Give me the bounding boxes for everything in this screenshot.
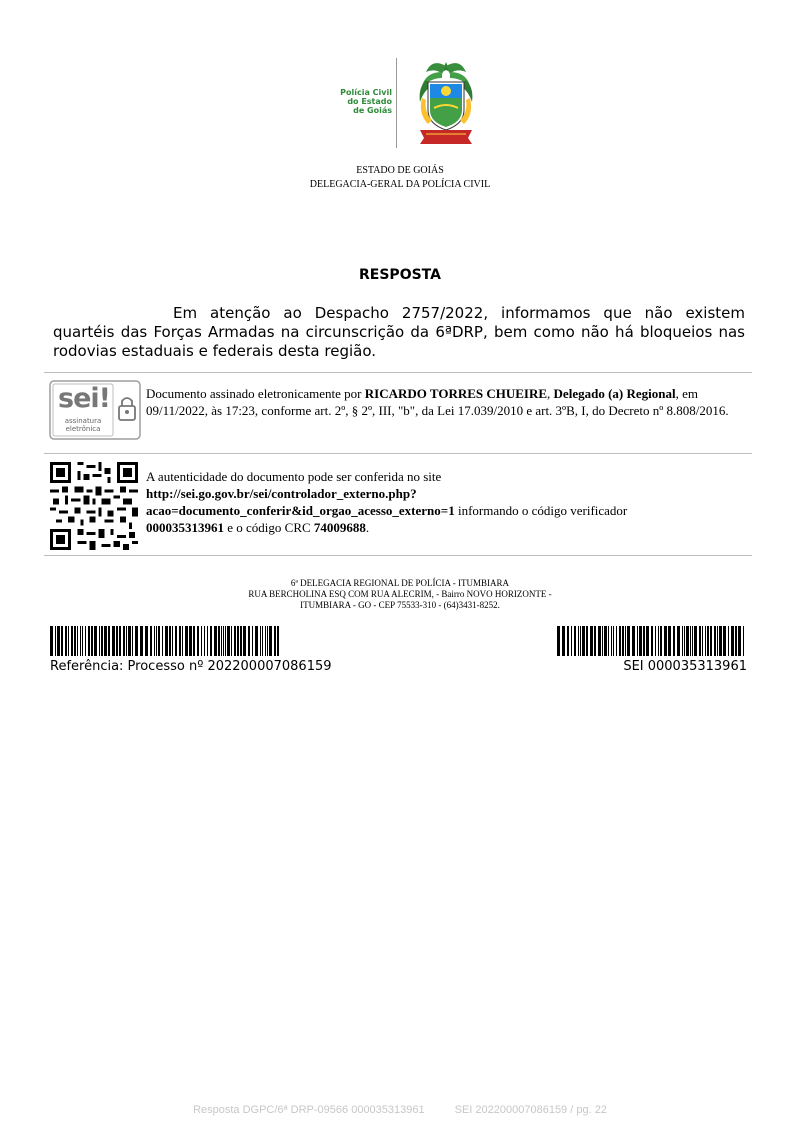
goias-crest-icon	[412, 58, 480, 148]
sei-number: SEI 000035313961	[623, 659, 747, 674]
process-reference: Referência: Processo nº 202200007086159	[50, 659, 332, 674]
document-body: Em atenção ao Despacho 2757/2022, informamos que não existem quartéis das Forças Armadas na circunscrição da 6ªDRP, bem como não há bloqueios nas rodovias estaduais e federais desta região.	[53, 304, 745, 360]
verifier-code: 000035313961	[146, 520, 224, 535]
crc-code: 74009688	[313, 520, 366, 535]
footer-address-line-3: ITUMBIARA - GO - CEP 75533-310 - (64)3431-8252.	[300, 600, 500, 610]
crc-label: e o código CRC	[224, 520, 314, 535]
verification-url-2[interactable]: acao=documento_conferir&id_orgao_acesso_externo=1	[146, 503, 455, 518]
logo-line-3: de Goiás	[353, 106, 392, 115]
signature-text	[146, 385, 750, 419]
page-footer	[0, 1104, 800, 1116]
sei-barcode-icon	[557, 626, 747, 656]
signature-separator: ,	[547, 386, 554, 401]
signer-name: RICARDO TORRES CHUEIRE	[364, 386, 548, 401]
authenticity-text	[146, 468, 750, 536]
crc-end: .	[365, 520, 370, 535]
verification-url-1[interactable]: http://sei.go.gov.br/sei/controlador_externo.php?	[146, 486, 417, 501]
footer-address-line-1: 6ª DELEGACIA REGIONAL DE POLÍCIA - ITUMBIARA	[290, 578, 510, 588]
logo-line-2: do Estado	[347, 97, 392, 106]
sei-signature-badge	[49, 380, 141, 440]
verifier-label: informando o código verificador	[454, 503, 628, 518]
authenticity-intro: A autenticidade do documento pode ser conferida no site	[146, 469, 442, 484]
sei-brand-text: sei!	[58, 383, 110, 414]
page-footer-right: SEI 202200007086159 / pg. 22	[454, 1104, 607, 1116]
footer-address-line-2: RUA BERCHOLINA ESQ COM RUA ALECRIM, - Bairro NOVO HORIZONTE -	[248, 589, 552, 599]
process-barcode-icon	[50, 626, 280, 656]
signature-prefix: Documento assinado eletronicamente por	[146, 386, 365, 401]
document-title: RESPOSTA	[359, 267, 441, 283]
signature-details: , em 09/11/2022, às 17:23, conforme art. 2º, § 2º, III, "b", da Lei 17.039/2010 e art. 3ºB, I, do Decreto nº 8.808/2016.	[146, 386, 729, 418]
header-state: ESTADO DE GOIÁS	[356, 165, 444, 176]
divider	[44, 372, 752, 373]
police-logo-text	[300, 88, 392, 115]
header-department: DELEGACIA-GERAL DA POLÍCIA CIVIL	[309, 179, 491, 190]
badge-caption-1: assinatura	[64, 417, 102, 425]
qr-code-icon	[50, 462, 138, 550]
logo-divider	[396, 58, 397, 148]
divider	[44, 555, 752, 556]
signer-role: Delegado (a) Regional	[553, 386, 676, 401]
page-footer-left: Resposta DGPC/6ª DRP-09566 000035313961	[193, 1104, 425, 1116]
divider	[44, 453, 752, 454]
badge-caption-2: eletrônica	[65, 425, 101, 433]
logo-line-1: Polícia Civil	[340, 88, 392, 97]
